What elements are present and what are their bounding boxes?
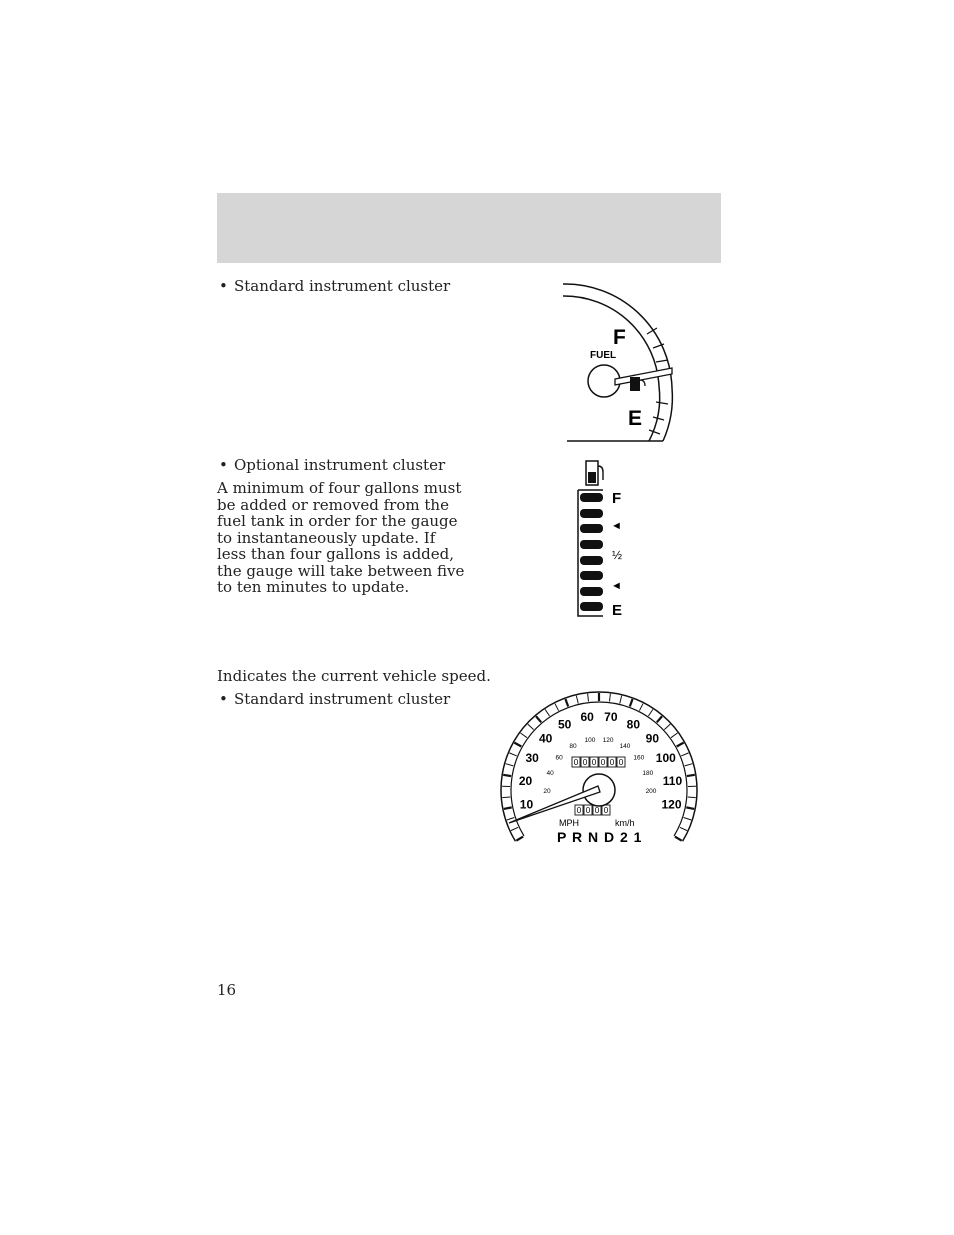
speedo-tick [664, 724, 670, 729]
speedo-tick [536, 716, 541, 722]
speedo-tick [514, 743, 521, 747]
kmh-label: 40 [546, 770, 554, 778]
digit: 0 [585, 806, 591, 815]
speedo-tick [511, 827, 518, 830]
mph-label: 80 [626, 717, 641, 732]
fuel-full-label: F [613, 326, 626, 349]
speedo-tick [609, 694, 610, 702]
mph-label: 10 [519, 797, 534, 812]
speedo-tick [502, 797, 510, 798]
section-header-band [217, 193, 721, 263]
speedo-tick [521, 733, 527, 738]
mph-label: 50 [557, 717, 572, 732]
mph-label: 100 [655, 751, 676, 766]
bullet-standard-cluster-2: • Standard instrument cluster [234, 691, 450, 708]
gear-indicator: P R N D 2 1 [557, 829, 643, 845]
speedo-tick [657, 716, 662, 722]
quarter-full-marker: ◄ [611, 520, 622, 532]
page-number: 16 [217, 981, 237, 999]
speedo-tick [565, 699, 568, 707]
kmh-label: 120 [602, 736, 614, 744]
speedometer-intro: Indicates the current vehicle speed. [217, 667, 491, 685]
trip-odometer [575, 805, 610, 815]
half-label: ½ [612, 548, 623, 562]
kmh-label: 160 [633, 754, 645, 762]
digit: 0 [573, 758, 579, 767]
speedo-tick [684, 818, 692, 820]
speedo-tick [671, 733, 677, 738]
speedo-tick [681, 753, 688, 756]
mph-label: 60 [580, 709, 594, 724]
speedometer [497, 690, 705, 850]
bullet-optional-cluster: • Optional instrument cluster [234, 457, 445, 474]
mph-label: 120 [661, 797, 682, 812]
speedo-tick [620, 696, 622, 704]
speedo-tick [504, 807, 512, 809]
unit-mph: MPH [559, 818, 579, 828]
speedo-tick [588, 694, 589, 702]
speedo-tick [687, 775, 695, 776]
fuel-empty-label: E [628, 407, 643, 430]
kmh-label: 200 [645, 788, 657, 795]
standard-fuel-gauge [555, 278, 680, 444]
kmh-label: 20 [543, 788, 551, 795]
speedo-tick [639, 704, 643, 711]
speedo-tick [555, 704, 559, 711]
unit-kmh: km/h [615, 818, 635, 828]
mph-label: 30 [525, 751, 539, 766]
mph-label: 110 [662, 773, 683, 788]
kmh-label: 180 [642, 770, 654, 778]
speedo-tick [686, 807, 694, 809]
fuel-pump-icon [586, 461, 603, 485]
digit: 0 [594, 806, 600, 815]
fuel-update-paragraph: A minimum of four gallons must be added or removed from the fuel tank in order for the gauge to instantaneously update. If less than four gallons is added, the gauge will take between five to ten minutes to update. [217, 479, 465, 596]
bullet-standard-cluster-1: • Standard instrument cluster [234, 278, 450, 295]
speedo-tick [506, 764, 514, 766]
kmh-label: 80 [569, 742, 577, 750]
digit: 0 [600, 758, 606, 767]
optional-fuel-empty-label: E [612, 602, 623, 619]
fuel-caption: FUEL [590, 350, 617, 361]
speedo-tick [688, 797, 696, 798]
optional-fuel-gauge [570, 456, 640, 620]
mph-label: 70 [604, 709, 618, 724]
digit: 0 [618, 758, 624, 767]
mph-label: 90 [645, 731, 660, 746]
speedo-tick [528, 724, 534, 729]
speedo-tick [509, 753, 516, 756]
speedo-tick [503, 775, 511, 776]
speedo-tick [630, 699, 633, 707]
speedo-tick [576, 696, 578, 704]
digit: 0 [603, 806, 609, 815]
speedo-tick [648, 709, 652, 716]
speedo-tick [685, 764, 693, 766]
speedo-inner-arc [511, 702, 687, 836]
speedo-tick [516, 837, 523, 841]
speedo-tick [677, 743, 684, 747]
digit: 0 [609, 758, 615, 767]
speedo-tick [680, 827, 687, 830]
kmh-label: 60 [555, 754, 563, 762]
speedo-tick [675, 837, 682, 841]
kmh-label: 140 [619, 742, 631, 750]
mph-label: 20 [518, 773, 533, 788]
optional-fuel-full-label: F [612, 490, 622, 507]
digit: 0 [582, 758, 588, 767]
quarter-empty-marker: ◄ [611, 580, 622, 592]
kmh-label: 100 [584, 736, 596, 744]
odometer [572, 757, 625, 767]
mph-label: 40 [538, 731, 553, 746]
digit: 0 [591, 758, 597, 767]
digit: 0 [576, 806, 582, 815]
speedo-tick [507, 818, 515, 820]
speedo-tick [545, 709, 549, 716]
